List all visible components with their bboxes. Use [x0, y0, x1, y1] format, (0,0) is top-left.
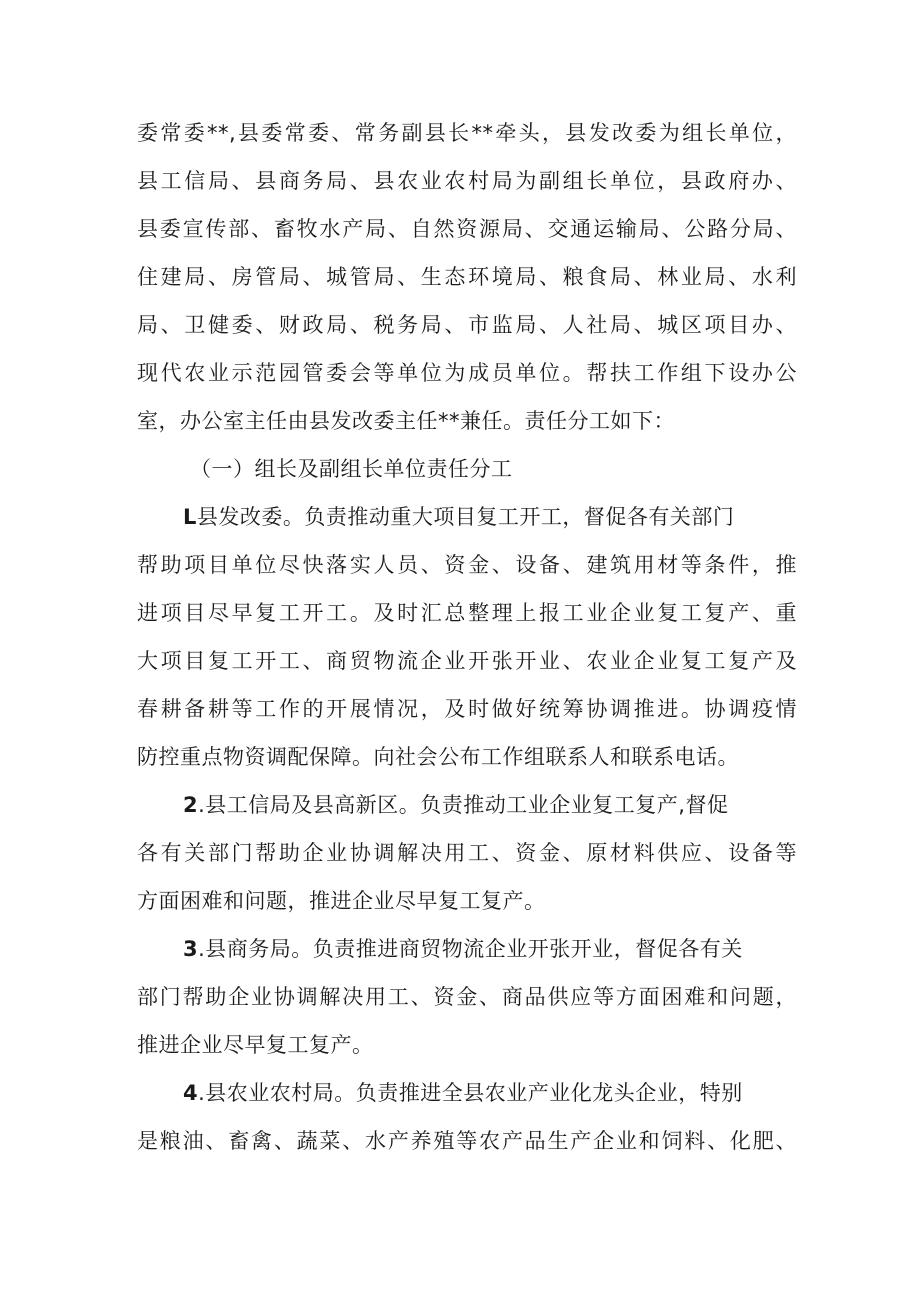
item2-first-line	[183, 785, 797, 825]
item1-line-4: 大项目复工开工、商贸物流企业开张开业、农业企业复工复产及	[137, 649, 797, 673]
item3-line-1: .县商务局。负责推进商贸物流企业开张开业，督促各有关	[198, 937, 743, 961]
item2-number: 2	[183, 793, 199, 817]
item1-line-3: 进项目尽早复工开工。及时汇总整理上报工业企业复工复产、重	[137, 601, 797, 625]
item1-first-line	[183, 497, 797, 537]
item4-line-1: .县农业农村局。负责推进全县农业产业化龙头企业，特别	[198, 1081, 743, 1105]
item4-line-2: 是粮油、畜禽、蔬菜、水产养殖等农产品生产企业和饲料、化肥、	[137, 1129, 797, 1153]
intro-line-1: 委常委**,县委常委、常务副县长**牵头，县发改委为组长单位，	[137, 121, 797, 145]
item4-first-line	[183, 1073, 797, 1113]
item1-line-1: 县发改委。负责推动重大项目复工开工，督促各有关部门	[196, 505, 735, 529]
item1-line-5: 春耕备耕等工作的开展情况，及时做好统筹协调推进。协调疫情	[137, 697, 797, 721]
item3-line-2: 部门帮助企业协调解决用工、资金、商品供应等方面困难和问题，	[137, 985, 797, 1009]
intro-line-4: 住建局、房管局、城管局、生态环境局、粮食局、林业局、水利	[137, 265, 797, 289]
item2-line-1: .县工信局及县高新区。负责推动工业企业复工复产,督促	[198, 793, 729, 817]
intro-line-2: 县工信局、县商务局、县农业农村局为副组长单位，县政府办、	[137, 169, 797, 193]
item4-number: 4	[183, 1081, 199, 1105]
intro-line-7: 室，办公室主任由县发改委主任**兼任。责任分工如下：	[137, 409, 675, 433]
item3-number: 3	[183, 937, 199, 961]
item2-line-2: 各有关部门帮助企业协调解决用工、资金、原材料供应、设备等	[137, 841, 797, 865]
item1-number: L	[183, 505, 197, 529]
intro-line-5: 局、卫健委、财政局、税务局、市监局、人社局、城区项目办、	[137, 313, 797, 337]
item1-line-6: 防控重点物资调配保障。向社会公布工作组联系人和联系电话。	[137, 745, 739, 769]
item2-line-3: 方面困难和问题，推进企业尽早复工复产。	[137, 889, 546, 913]
intro-line-3: 县委宣传部、畜牧水产局、自然资源局、交通运输局、公路分局、	[137, 217, 797, 241]
section-heading: （一）组长及副组长单位责任分工	[190, 457, 513, 481]
intro-line-6: 现代农业示范园管委会等单位为成员单位。帮扶工作组下设办公	[137, 361, 797, 385]
item3-first-line	[183, 929, 797, 969]
item1-line-2: 帮助项目单位尽快落实人员、资金、设备、建筑用材等条件，推	[137, 553, 797, 577]
item3-line-3: 推进企业尽早复工复产。	[137, 1033, 374, 1057]
